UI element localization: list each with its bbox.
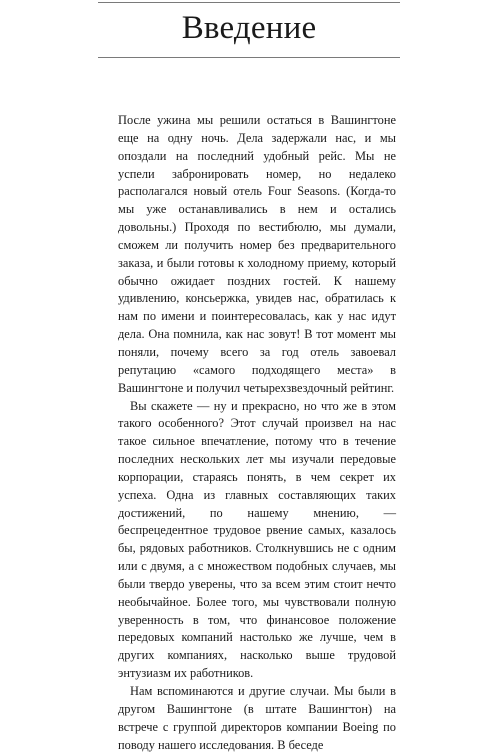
paragraph-1: После ужина мы решили остаться в Вашингтоне еще на одну ночь. Дела задержали нас, и мы опоздали на последний удобный рейс. Мы не успели забронировать номер, но недалеко располагался новый отель Four Seasons. (Когда-то мы уже останавливались в нем и остались довольны.) Проходя по вестибюлю, мы думали, сможем ли получить номер без предварительного заказа, и были готовы к холодному приему, который обычно ожидает поздних гостей. К нашему удивлению, консьержка, увидев нас, обратилась к нам по имени и поинтересовалась, как у нас идут дела. Она помнила, как нас зовут! В тот момент мы поняли, почему всего за год отель завоевал репутацию «самого подходящего места» в Вашингтоне и получил четырехзвездочный рейтинг. xyxy=(118,113,396,395)
paragraph-3: Нам вспоминаются и другие случаи. Мы были в другом Вашингтоне (в штате Вашингтон) на встрече с группой директоров компании Boeing по поводу нашего исследования. В беседе xyxy=(118,684,396,752)
chapter-title: Введение xyxy=(181,10,317,46)
title-top-rule xyxy=(98,2,400,3)
body-text xyxy=(118,112,396,754)
title-bottom-rule xyxy=(98,57,400,58)
paragraph-2: Вы скажете — ну и прекрасно, но что же в этом такого особенного? Этот случай произвел на нас такое сильное впечатление, потому что в течение последних нескольких лет мы изучали передовые корпорации, стараясь понять, в чем секрет их успеха. Одна из главных составляющих таких достижений, по нашему мнению, — беспрецедентное трудовое рвение самых, казалось бы, рядовых работников. Столкнувшись не с одним или с двумя, а с множеством подобных случаев, мы были твердо уверены, что за всем этим стоит нечто необычайное. Более того, мы чувствовали полную уверенность в том, что финансовое положение передовых компаний настолько же лучше, чем в других компаниях, насколько выше трудовой энтузиазм их работников. xyxy=(118,398,396,681)
